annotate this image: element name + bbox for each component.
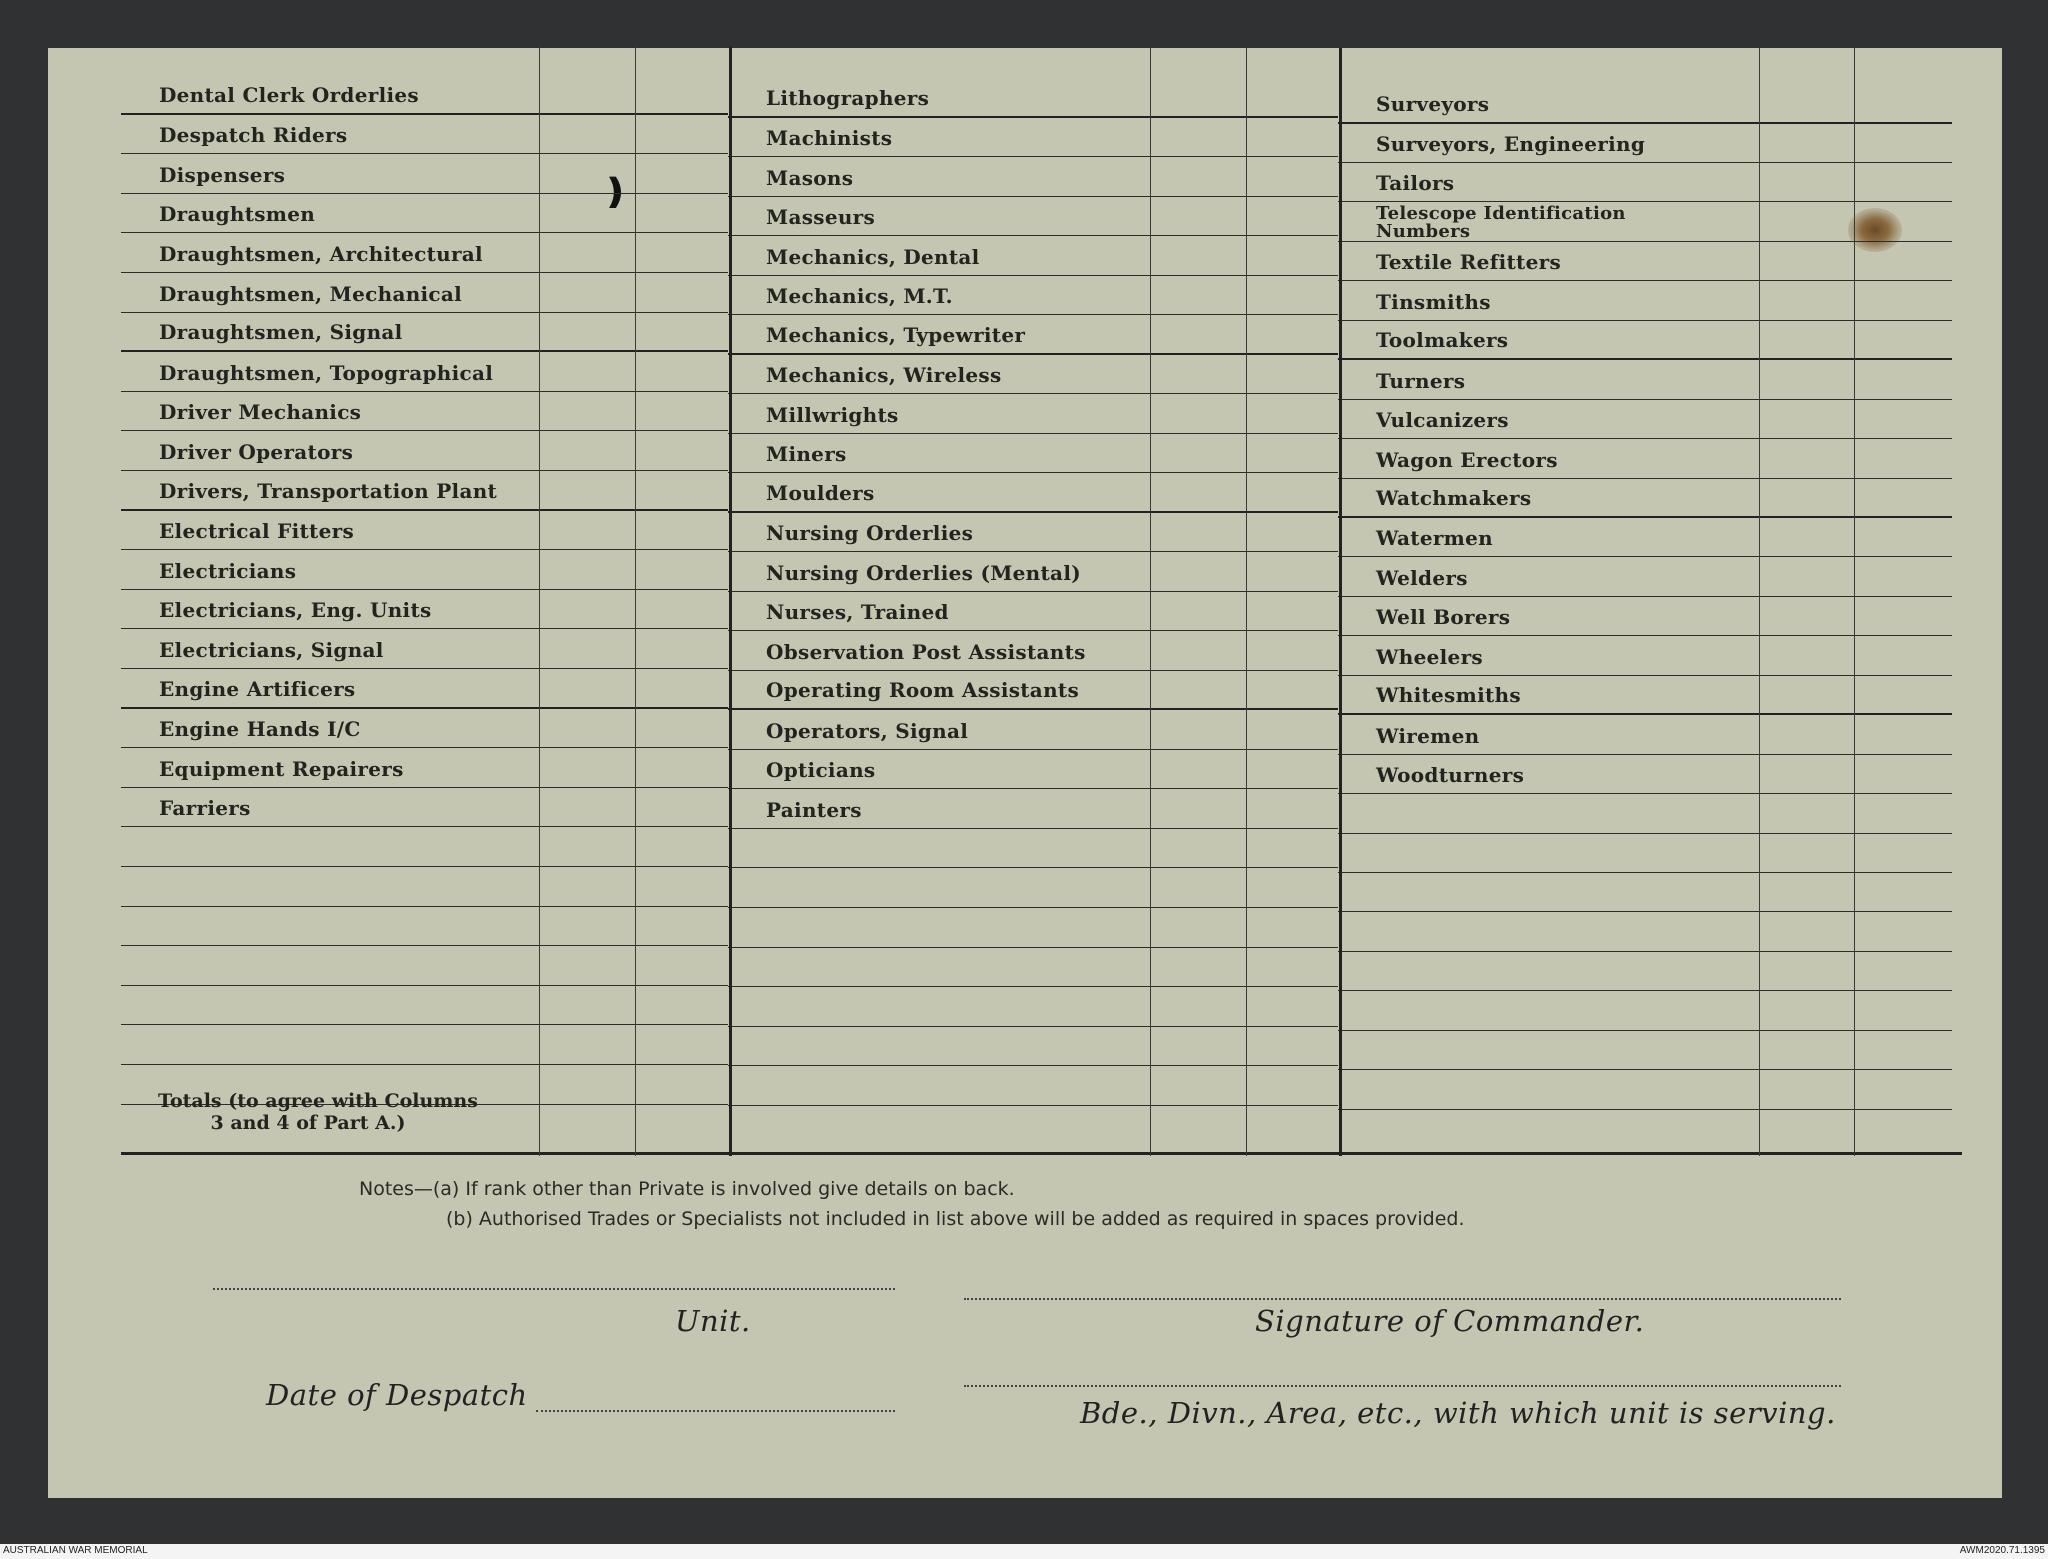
table-row [1338, 991, 1952, 1031]
trade-label: Turners [1376, 368, 1466, 393]
archive-strip [0, 1544, 2048, 1559]
commander-line [964, 1298, 1841, 1300]
trade-label: Masseurs [766, 205, 876, 230]
trade-label: Millwrights [766, 402, 899, 427]
table-row [1338, 754, 1952, 794]
column-rule [1246, 48, 1247, 1156]
trade-label: Woodturners [1376, 763, 1525, 788]
totals-row-border [121, 1152, 1962, 1155]
table-row [121, 313, 728, 353]
table-row [121, 511, 728, 551]
trade-label: Operating Room Assistants [766, 678, 1080, 703]
trade-label: Mechanics, Typewriter [766, 322, 1026, 347]
trade-label: Watermen [1376, 526, 1494, 551]
table-row [121, 233, 728, 273]
table-row [1338, 360, 1952, 400]
table-row [121, 273, 728, 313]
trade-label: Dispensers [159, 162, 286, 187]
table-row [121, 669, 728, 709]
trade-label: Electrical Fitters [159, 519, 355, 544]
table-row [1338, 597, 1952, 637]
trade-label: Wiremen [1376, 723, 1480, 748]
table-row [1338, 84, 1952, 124]
trade-label: Machinists [766, 126, 893, 151]
table-row [121, 788, 728, 828]
trade-label: Lithographers [766, 85, 930, 110]
trade-label: Engine Hands I/C [159, 717, 361, 742]
trade-label: Opticians [766, 758, 876, 783]
trade-label: Electricians, Signal [159, 637, 384, 662]
table-row [1338, 676, 1952, 716]
table-row [1338, 321, 1952, 361]
trade-label: Draughtsmen, Mechanical [159, 281, 463, 306]
commander-caption: Signature of Commander. [1255, 1304, 1645, 1338]
table-row [121, 431, 728, 471]
trade-label: Driver Operators [159, 439, 354, 464]
trade-label: Engine Artificers [159, 676, 356, 701]
note-b: (b) Authorised Trades or Specialists not included in list above will be added as required in spaces provided. [446, 1208, 1465, 1230]
formation-line [964, 1385, 1841, 1387]
trade-label: Driver Mechanics [159, 400, 362, 425]
trade-label: Nurses, Trained [766, 600, 949, 625]
table-row [121, 907, 728, 947]
table-row [121, 194, 728, 234]
trade-label: Draughtsmen, Topographical [159, 360, 494, 385]
trade-label: Painters [766, 797, 862, 822]
table-row [121, 590, 728, 630]
column-rule [729, 46, 732, 1156]
trade-label: Whitesmiths [1376, 683, 1521, 708]
column-rule [635, 46, 636, 1156]
trade-label: Nursing Orderlies (Mental) [766, 560, 1081, 585]
table-row [121, 946, 728, 986]
table-row [1338, 794, 1952, 834]
table-row [1338, 1070, 1952, 1110]
trade-label: Welders [1376, 565, 1468, 590]
trade-label: Dental Clerk Orderlies [159, 82, 419, 107]
table-row [1338, 636, 1952, 676]
table-row [121, 748, 728, 788]
trade-label: Operators, Signal [766, 718, 969, 743]
table-row [121, 154, 728, 194]
trade-label: Electricians [159, 558, 297, 583]
archive-right: AWM2020.71.1395 [1959, 1545, 2045, 1556]
table-row [121, 471, 728, 511]
pen-mark: ❫ [601, 172, 630, 212]
column-rule [1854, 48, 1855, 1156]
archive-left: AUSTRALIAN WAR MEMORIAL [3, 1545, 148, 1556]
table-row [121, 392, 728, 432]
table-row [121, 827, 728, 867]
form-sheet [48, 48, 2002, 1498]
table-row [1338, 281, 1952, 321]
trade-label: Masons [766, 165, 854, 190]
table-row [1338, 400, 1952, 440]
trade-label: Tailors [1376, 171, 1455, 196]
table-row [121, 115, 728, 155]
trade-label: Mechanics, M.T. [766, 284, 953, 309]
trade-label: Draughtsmen [159, 202, 316, 227]
unit-line [213, 1288, 895, 1290]
trade-label: Wagon Erectors [1376, 447, 1558, 472]
trade-label: Vulcanizers [1376, 408, 1509, 433]
trade-label: Draughtsmen, Architectural [159, 241, 483, 266]
trade-label: Tinsmiths [1376, 289, 1491, 314]
trade-label: Wheelers [1376, 644, 1483, 669]
table-row [1338, 202, 1952, 242]
trade-label: Despatch Riders [159, 123, 348, 148]
table-row [1338, 952, 1952, 992]
table-row [121, 550, 728, 590]
column-rule [1339, 48, 1342, 1156]
trade-label: Surveyors, Engineering [1376, 132, 1646, 157]
trade-label: Observation Post Assistants [766, 639, 1086, 664]
trade-label: Watchmakers [1376, 485, 1532, 510]
table-row [121, 986, 728, 1026]
table-row [1338, 833, 1952, 873]
table-row [1338, 439, 1952, 479]
trade-label: Surveyors [1376, 91, 1490, 116]
trade-label: Moulders [766, 480, 875, 505]
trade-label: Drivers, Transportation Plant [159, 478, 498, 503]
table-row [1338, 163, 1952, 203]
table-row [1338, 557, 1952, 597]
trade-label: Telescope Identification Numbers [1376, 202, 1626, 242]
table-row [1338, 518, 1952, 558]
column-rule [539, 46, 540, 1156]
table-row [1338, 715, 1952, 755]
column-rule [1759, 48, 1760, 1156]
trade-label: Electricians, Eng. Units [159, 598, 432, 623]
column-rule [1150, 48, 1151, 1156]
trade-label: Nursing Orderlies [766, 521, 974, 546]
table-row [121, 629, 728, 669]
table-row [121, 867, 728, 907]
trade-label: Equipment Repairers [159, 756, 404, 781]
trade-label: Mechanics, Wireless [766, 363, 1002, 388]
unit-caption: Unit. [675, 1304, 751, 1338]
formation-caption: Bde., Divn., Area, etc., with which unit is serving. [1080, 1396, 1836, 1430]
date-line [536, 1410, 895, 1412]
note-a: Notes—(a) If rank other than Private is involved give details on back. [359, 1178, 1015, 1200]
table-row [1338, 1031, 1952, 1071]
trade-label: Well Borers [1376, 605, 1511, 630]
totals-label: Totals (to agree with Columns 3 and 4 of Part A.) [158, 1090, 478, 1134]
trade-label: Textile Refitters [1376, 250, 1562, 275]
trade-label: Miners [766, 442, 847, 467]
table-row [1338, 123, 1952, 163]
trade-label: Farriers [159, 796, 251, 821]
trade-label: Toolmakers [1376, 328, 1509, 353]
table-row [1338, 912, 1952, 952]
table-row [1338, 478, 1952, 518]
table-row [1338, 873, 1952, 913]
table-row [121, 1025, 728, 1065]
table-row [121, 352, 728, 392]
trade-label: Draughtsmen, Signal [159, 320, 403, 345]
table-row [121, 709, 728, 749]
date-caption: Date of Despatch [266, 1378, 528, 1412]
trade-label: Mechanics, Dental [766, 244, 980, 269]
table-row [121, 75, 728, 115]
table-row [1338, 242, 1952, 282]
